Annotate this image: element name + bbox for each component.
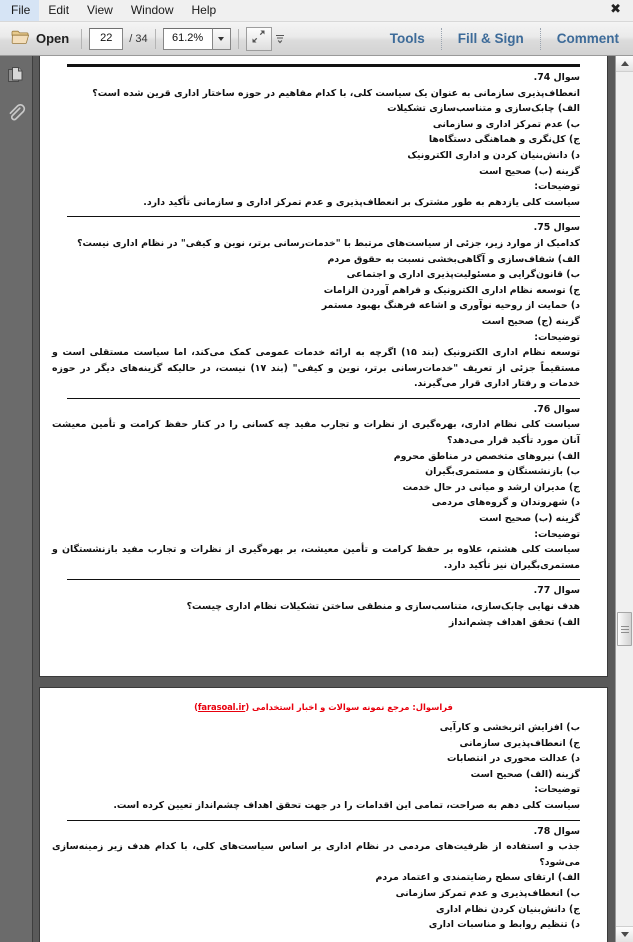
question-divider xyxy=(67,216,580,217)
workspace xyxy=(0,56,633,942)
close-icon[interactable]: ✖ xyxy=(610,2,621,17)
option-d: د) تنظیم روابط و مناسبات اداری xyxy=(428,919,580,931)
option-d: د) شهروندان و گروه‌های مردمی xyxy=(431,497,580,509)
page-navigation-group xyxy=(89,28,147,50)
menu-item-file[interactable]: File xyxy=(0,0,39,21)
menu-bar xyxy=(0,0,633,22)
open-button[interactable] xyxy=(6,27,74,51)
toolbar-separator-3 xyxy=(238,29,239,49)
option-b: ب) عدم تمرکز اداری و سازمانی xyxy=(432,118,580,130)
more-tools-icon xyxy=(274,29,286,48)
toolbar-separator-4 xyxy=(441,28,442,50)
option-b: ب) افزایش اثربخشی و کارآیی xyxy=(439,722,580,733)
explanation-text: توسعه نظام اداری الکترونیک (بند ۱۵) اگرچه به ارائه خدمات عمومی کمک می‌کند، اما سیاست مستقلی است و مستقیماً جزئی از تعریف "خدمات‌رسانی برتر، نوین و کیفی" (بند ۱۷) نیست، در حالیکه گزینه‌های دیگر در حوزه خدمات و رفتار اداری قرار می‌گیرند. xyxy=(52,347,581,390)
question-block-77 xyxy=(40,579,607,630)
toolbar-separator-5 xyxy=(540,28,541,50)
correct-answer: گزینه (ب) صحیح است xyxy=(479,165,580,177)
explanation-text: سیاست کلی هشتم، علاوه بر حفظ کرامت و تأمین معیشت، بر بهره‌گیری از نظرات و تجارب مفید بازنشستگان و مستمری‌بگیران نیز تأکید دارد. xyxy=(52,544,580,571)
more-tools-button[interactable] xyxy=(272,28,288,50)
watermark-text: فراسوال: مرجع نمونه سوالات و اخبار استخدامی ( xyxy=(245,702,453,712)
toolbar-separator-2 xyxy=(155,29,156,49)
site-watermark xyxy=(40,696,607,720)
navigation-pane xyxy=(0,56,33,942)
zoom-group xyxy=(163,28,231,50)
question-divider xyxy=(67,579,580,580)
fit-page-icon xyxy=(251,29,266,48)
question-stem: کدامیک از موارد زیر، جزئی از سیاست‌های مرتبط با "خدمات‌رسانی برتر، نوین و کیفی" در نظام اداری نیست؟ xyxy=(77,237,580,249)
question-stem: هدف نهایی چابک‌سازی، متناسب‌سازی و منطقی ساختن تشکیلات نظام اداری چیست؟ xyxy=(186,601,580,612)
document-page-1 xyxy=(40,56,607,676)
page-thumbnails-button[interactable] xyxy=(3,64,29,90)
open-label: Open xyxy=(36,31,70,46)
question-heading: سوال 76. xyxy=(533,403,580,415)
page-thumbnails-icon xyxy=(6,65,26,89)
scrollbar-track[interactable] xyxy=(616,72,633,926)
question-stem: انعطاف‌پذیری سازمانی به عنوان یک سیاست کلی، با کدام مفاهیم در حوزه ساختار اداری قرین شده است؟ xyxy=(92,87,580,99)
chevron-down-icon xyxy=(218,37,224,41)
option-d: د) حمایت از روحیه نوآوری و اشاعه فرهنگ بهبود مستمر xyxy=(321,300,580,312)
explanation-label: توضیحات: xyxy=(534,181,580,193)
option-c: ج) توسعه نظام اداری الکترونیک و فراهم آوردن الزامات xyxy=(323,284,580,296)
question-heading: سوال 75. xyxy=(533,222,580,234)
menu-item-view[interactable]: View xyxy=(87,3,113,17)
correct-answer: گزینه (ب) صحیح است xyxy=(479,513,580,525)
option-b: ب) بازنشستگان و مستمری‌بگیران xyxy=(425,466,580,478)
question-block-74 xyxy=(40,64,607,210)
question-heading: سوال 74. xyxy=(533,72,580,83)
attachments-button[interactable] xyxy=(3,102,29,128)
explanation-text: سیاست کلی یازدهم به طور مشترک بر انعطاف‌پذیری و عدم تمرکز اداری و سازمانی تأکید دارد. xyxy=(143,196,580,208)
option-c: ج) انعطاف‌پذیری سازمانی xyxy=(459,737,580,749)
menu-item-edit[interactable]: Edit xyxy=(48,3,70,17)
scroll-down-icon xyxy=(621,932,629,937)
tools-button[interactable]: Tools xyxy=(389,31,425,46)
question-block-77-continued xyxy=(40,720,607,814)
comment-button[interactable]: Comment xyxy=(556,31,619,46)
option-d: د) عدالت محوری در انتصابات xyxy=(446,753,580,765)
option-a: الف) نیروهای متخصص در مناطق محروم xyxy=(393,450,580,462)
question-block-78 xyxy=(40,820,607,933)
zoom-level-input[interactable]: 61.2% xyxy=(163,28,212,50)
scrollbar-thumb[interactable] xyxy=(617,612,632,646)
option-a: الف) ارتقای سطح رضایتمندی و اعتماد مردم xyxy=(375,872,580,884)
question-heading: سوال 78. xyxy=(533,825,580,837)
scrollbar-grip-icon xyxy=(621,624,629,635)
document-page-2 xyxy=(40,688,607,942)
question-stem: جذب و استفاده از ظرفیت‌های مردمی در نظام اداری بر اساس سیاست‌های کلی، با کدام هدف زیر زمینه‌سازی می‌شود؟ xyxy=(52,841,580,868)
option-c: ج) دانش‌بنیان کردن نظام اداری xyxy=(436,903,580,915)
toolbar xyxy=(0,22,633,56)
question-divider xyxy=(67,398,580,399)
correct-answer: گزینه (الف) صحیح است xyxy=(470,768,580,780)
folder-open-icon xyxy=(11,29,30,49)
page-total-label: / 34 xyxy=(129,32,148,45)
option-c: ج) مدیران ارشد و میانی در حال خدمت xyxy=(402,481,580,493)
page-number-input[interactable]: 22 xyxy=(89,28,123,50)
option-b: ب) انعطاف‌پذیری و عدم تمرکز سازمانی xyxy=(395,887,580,899)
question-stem: سیاست کلی نظام اداری، بهره‌گیری از نظرات و تجارب مفید چه کسانی را در کنار حفظ کرامت و تأمین معیشت آنان مورد تأکید قرار می‌دهد؟ xyxy=(52,419,580,447)
explanation-label: توضیحات: xyxy=(534,528,580,540)
toolbar-separator-1 xyxy=(81,29,82,49)
option-a: الف) شفاف‌سازی و آگاهی‌بخشی نسبت به حقوق مردم xyxy=(327,253,580,265)
fit-page-button[interactable] xyxy=(246,27,272,51)
scroll-down-button[interactable] xyxy=(616,926,633,942)
explanation-text: سیاست کلی دهم به صراحت، تمامی این اقدامات را در جهت تحقق اهداف چشم‌انداز تعیین کرده است. xyxy=(113,799,580,811)
option-a: الف) چابک‌سازی و متناسب‌سازی تشکیلات xyxy=(387,103,580,115)
explanation-label: توضیحات: xyxy=(534,784,580,796)
option-c: ج) کل‌نگری و هماهنگی دستگاه‌ها xyxy=(428,134,580,146)
option-a: الف) تحقق اهداف چشم‌انداز xyxy=(448,616,580,628)
fill-and-sign-button[interactable]: Fill & Sign xyxy=(457,31,524,46)
document-scroll-area[interactable] xyxy=(33,56,615,942)
correct-answer: گزینه (ج) صحیح است xyxy=(481,315,580,327)
vertical-scrollbar[interactable] xyxy=(615,56,633,942)
question-block-75 xyxy=(40,216,607,392)
question-divider xyxy=(67,64,580,67)
menu-item-help[interactable]: Help xyxy=(191,3,217,17)
explanation-label: توضیحات: xyxy=(534,331,580,343)
zoom-dropdown-button[interactable] xyxy=(212,28,231,50)
option-b: ب) قانون‌گرایی و مسئولیت‌پذیری اداری و اجتماعی xyxy=(346,269,580,281)
question-heading: سوال 77. xyxy=(533,585,580,597)
scroll-up-icon xyxy=(621,61,629,66)
question-divider xyxy=(67,820,580,821)
watermark-suffix: ) xyxy=(194,702,198,712)
watermark-link[interactable]: farasoal.ir xyxy=(197,702,246,712)
menu-item-window[interactable]: Window xyxy=(130,3,174,17)
toolbar-right-group xyxy=(386,28,627,50)
scroll-up-button[interactable] xyxy=(616,56,633,72)
attachments-paperclip-icon xyxy=(6,103,26,127)
option-d: د) دانش‌بنیان کردن و اداری الکترونیک xyxy=(407,149,580,161)
question-block-76 xyxy=(40,398,607,574)
